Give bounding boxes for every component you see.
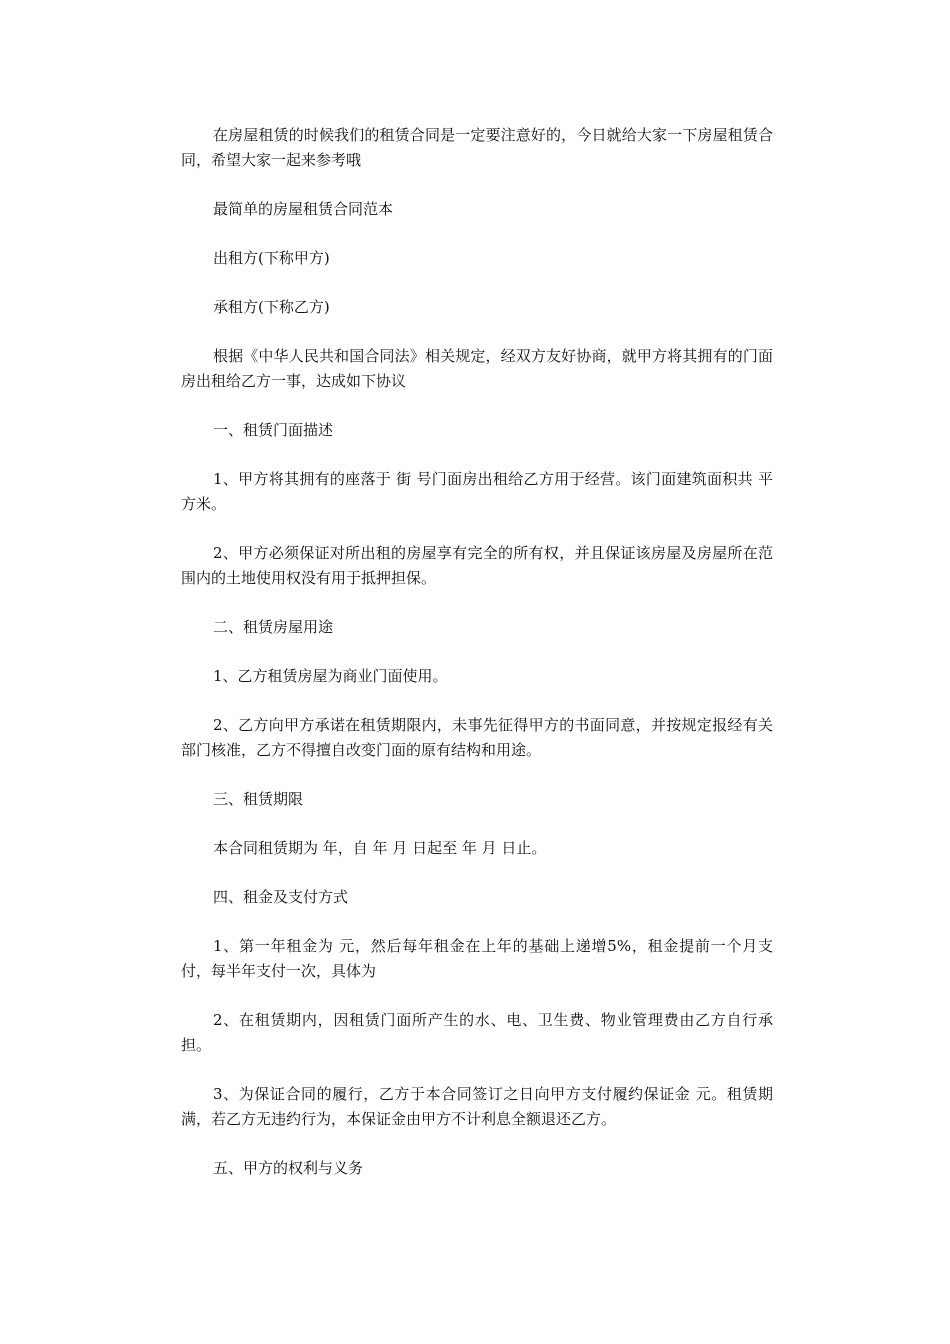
clause-1-2: 2、甲方必须保证对所出租的房屋享有完全的所有权，并且保证该房屋及房屋所在范围内的土地使用权没有用于抵押担保。 [181, 544, 773, 587]
clause-4-2: 2、在租赁期内，因租赁门面所产生的水、电、卫生费、物业管理费由乙方自行承担。 [181, 1011, 773, 1054]
clause-2-2: 2、乙方向甲方承诺在租赁期限内，未事先征得甲方的书面同意，并按规定报经有关部门核准，乙方不得擅自改变门面的原有结构和用途。 [181, 716, 773, 759]
section-heading-1: 一、租赁门面描述 [213, 421, 334, 439]
lessor-line: 出租方(下称甲方) [213, 249, 330, 267]
clause-1-1: 1、甲方将其拥有的座落于 街 号门面房出租给乙方用于经营。该门面建筑面积共 平方米。 [181, 470, 773, 513]
clause-3-1: 本合同租赁期为 年，自 年 月 日起至 年 月 日止。 [213, 839, 547, 857]
document-body [181, 123, 773, 1205]
contract-title: 最简单的房屋租赁合同范本 [213, 200, 394, 218]
section-heading-2: 二、租赁房屋用途 [213, 618, 334, 636]
lessee-line: 承租方(下称乙方) [213, 298, 330, 316]
intro-paragraph: 在房屋租赁的时候我们的租赁合同是一定要注意好的，今日就给大家一下房屋租赁合同，希望大家一起来参考哦 [181, 126, 773, 169]
section-heading-4: 四、租金及支付方式 [213, 888, 349, 906]
preamble-paragraph: 根据《中华人民共和国合同法》相关规定，经双方友好协商，就甲方将其拥有的门面房出租给乙方一事，达成如下协议 [181, 347, 773, 390]
clause-4-1: 1、第一年租金为 元，然后每年租金在上年的基础上递增5%，租金提前一个月支付，每半年支付一次，具体为 [181, 937, 773, 980]
section-heading-3: 三、租赁期限 [213, 790, 304, 808]
clause-2-1: 1、乙方租赁房屋为商业门面使用。 [213, 667, 448, 685]
section-heading-5: 五、甲方的权利与义务 [213, 1159, 364, 1177]
clause-4-3: 3、为保证合同的履行，乙方于本合同签订之日向甲方支付履约保证金 元。租赁期满，若乙方无违约行为，本保证金由甲方不计利息全额退还乙方。 [181, 1085, 773, 1128]
